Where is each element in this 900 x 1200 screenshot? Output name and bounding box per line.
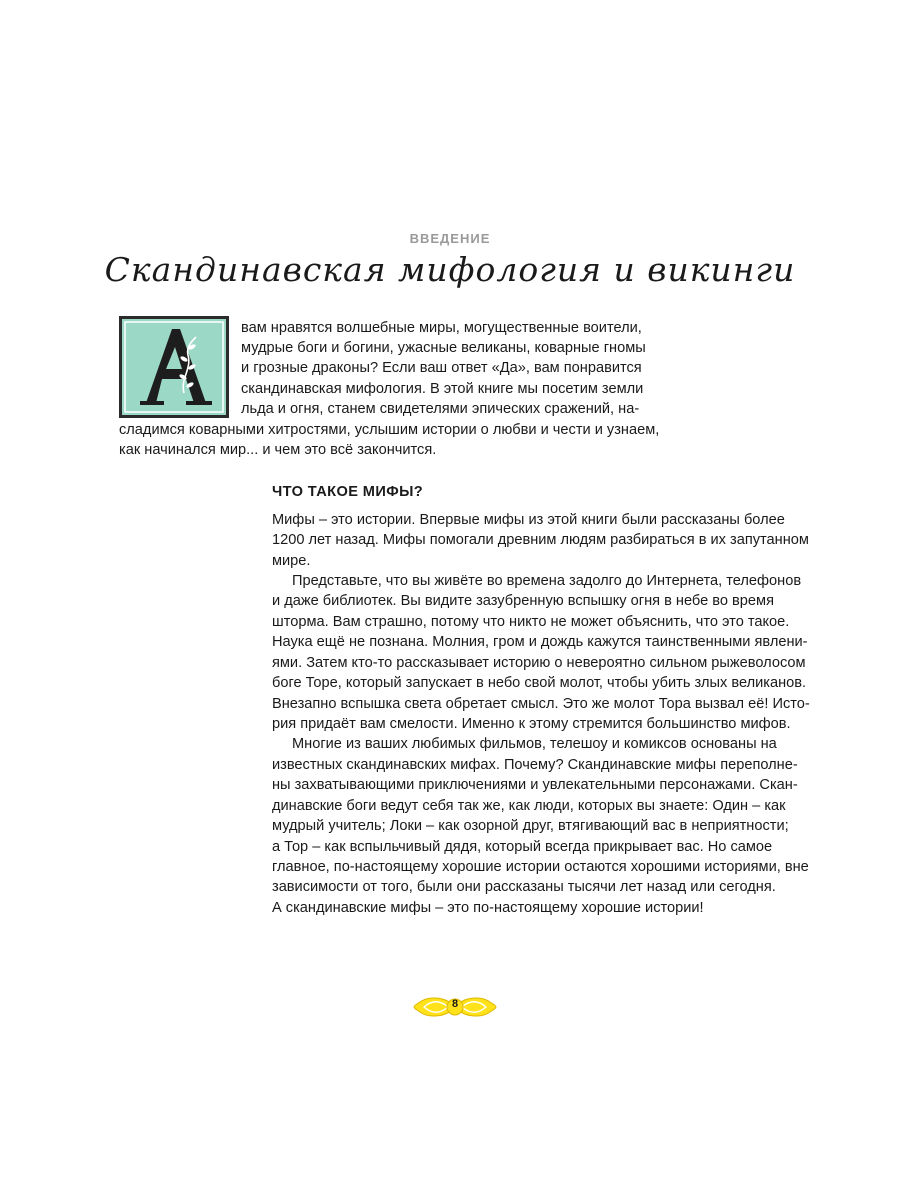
chapter-title: Скандинавская мифология и викинги xyxy=(104,250,796,289)
page-number: 8 xyxy=(451,998,459,1010)
intro-line: и грозные драконы? Если ваш ответ «Да», вам понравится xyxy=(241,360,642,376)
intro-line: сладимся коварными хитростями, услышим истории о любви и чести и узнаем, xyxy=(119,422,660,438)
body-line: мире. xyxy=(272,553,311,569)
body-line: ями. Затем кто-то рассказывает историю о невероятно сильном рыжеволосом xyxy=(272,655,806,671)
dropcap-box xyxy=(119,316,229,418)
intro-line: скандинавская мифология. В этой книге мы посетим земли xyxy=(241,381,644,397)
body-line: главное, по-настоящему хорошие истории остаются хорошими историями, вне xyxy=(272,859,809,875)
body-line: динавские боги ведут себя так же, как люди, которых вы знаете: Один – как xyxy=(272,798,786,814)
body-line: рия придаёт вам смелости. Именно к этому стремится большинство мифов. xyxy=(272,716,791,732)
body-line: зависимости от того, были они рассказаны тысячи лет назад или сегодня. xyxy=(272,879,776,895)
body-line: Наука ещё не познана. Молния, гром и дождь кажутся таинственными явлени- xyxy=(272,634,808,650)
body-line: а Тор – как вспыльчивый дядя, который всегда прикрывает вас. Но самое xyxy=(272,839,773,855)
body-line: А скандинавские мифы – это по-настоящему хорошие истории! xyxy=(272,900,704,916)
body-line: Мифы – это истории. Впервые мифы из этой книги были рассказаны более xyxy=(272,512,785,528)
body-line: 1200 лет назад. Мифы помогали древним людям разбираться в их запутанном xyxy=(272,532,809,548)
dropcap-letter-a-illustration xyxy=(122,319,226,415)
body-line: шторма. Вам страшно, потому что никто не может объяснить, что это такое. xyxy=(272,614,790,630)
intro-line: льда и огня, станем свидетелями эпических сражений, на- xyxy=(241,401,640,417)
body-line: ны захватывающими приключениями и увлекательными персонажами. Скан- xyxy=(272,777,798,793)
body-line: Представьте, что вы живёте во времена задолго до Интернета, телефонов xyxy=(292,573,802,589)
intro-line: вам нравятся волшебные миры, могущественные воители, xyxy=(241,320,642,336)
body-line: известных скандинавских мифах. Почему? Скандинавские мифы переполне- xyxy=(272,757,798,773)
body-line: боге Торе, который запускает в небо свой молот, чтобы убить злых великанов. xyxy=(272,675,807,691)
intro-line: мудрые боги и богини, ужасные великаны, коварные гномы xyxy=(241,340,646,356)
body-line: и даже библиотек. Вы видите зазубренную вспышку огня в небе во время xyxy=(272,593,774,609)
section-heading: ЧТО ТАКОЕ МИФЫ? xyxy=(272,484,424,500)
intro-line: как начинался мир... и чем это всё закончится. xyxy=(119,442,437,458)
body-line: Внезапно вспышка света обретает смысл. Это же молот Тора вызвал её! Исто- xyxy=(272,696,810,712)
body-line: Многие из ваших любимых фильмов, телешоу и комиксов основаны на xyxy=(292,736,777,752)
section-label: ВВЕДЕНИЕ xyxy=(409,231,491,246)
body-line: мудрый учитель; Локи – как озорной друг, втягивающий вас в неприятности; xyxy=(272,818,789,834)
